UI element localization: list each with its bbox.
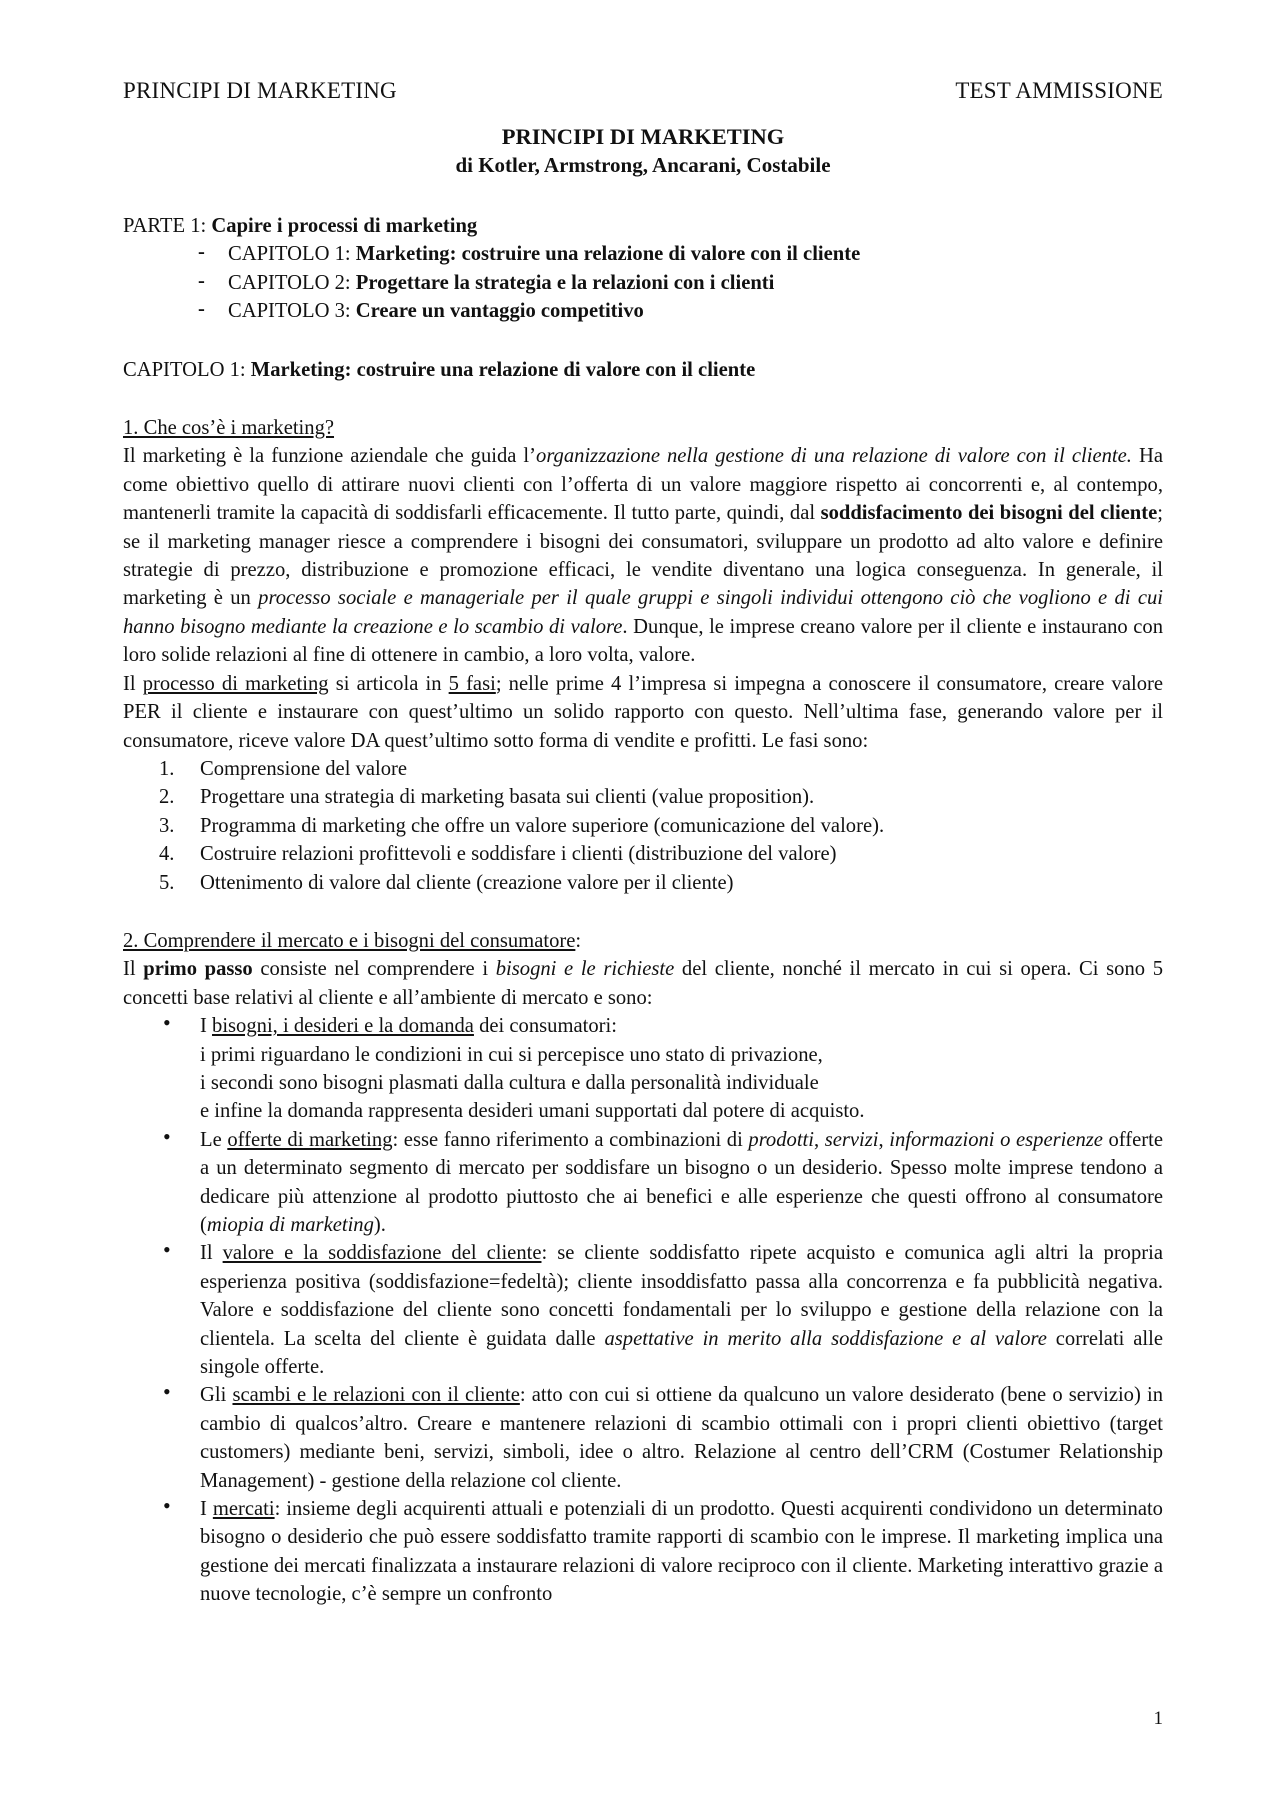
chapter-label: CAPITOLO 3: <box>228 300 356 323</box>
phase-text: Comprensione del valore <box>200 757 408 780</box>
chapter-item <box>123 240 1163 268</box>
dash-marker: - <box>198 298 205 321</box>
concept-item <box>123 1239 1163 1381</box>
text-run: si articola in <box>328 672 449 695</box>
list-number: 4. <box>159 843 175 866</box>
text-run: Il <box>200 1242 223 1265</box>
strong-text: soddisfacimento dei bisogni del cliente <box>820 502 1158 525</box>
text-run: I <box>200 1498 213 1521</box>
section-2-heading <box>123 927 1163 955</box>
emphasis-text: prodotti <box>748 1128 814 1151</box>
list-number: 5. <box>159 871 175 894</box>
concept-item <box>123 1381 1163 1495</box>
concept-item <box>123 1012 1163 1126</box>
running-header <box>123 78 1163 104</box>
text-run: : esse fanno riferimento a combinazioni di <box>392 1128 749 1151</box>
concept-line: i primi riguardano le condizioni in cui si percepisce uno stato di privazione, <box>200 1043 823 1066</box>
text-run: Ha come obiettivo quello di attirare nuovi clienti con l’offerta di un valore maggiore rispetto ai concorrenti e, al contempo, mantenerli tramite la capacità di soddisfarli efficacemente. Il tutto parte, quindi, dal <box>123 445 1163 525</box>
phase-text: Costruire relazioni profittevoli e soddisfare i clienti (distribuzione del valore) <box>200 843 837 866</box>
underlined-term: mercati <box>212 1498 275 1521</box>
phase-item <box>123 812 1163 840</box>
text-run: consiste nel comprendere i <box>252 958 496 981</box>
text-run: , <box>878 1128 890 1151</box>
phase-item <box>123 869 1163 897</box>
phase-item <box>123 755 1163 783</box>
emphasis-text: organizzazione nella gestione di una relazione di valore con il cliente. <box>536 445 1132 468</box>
emphasis-text: aspettative in merito alla soddisfazione e al valore <box>604 1327 1047 1350</box>
text-run: Le <box>200 1128 228 1151</box>
text-run: Il <box>123 958 144 981</box>
part-text: Capire i processi di marketing <box>211 215 478 237</box>
list-number: 1. <box>159 757 175 780</box>
concept-line: i secondi sono bisogni plasmati dalla cultura e dalla personalità individuale <box>200 1071 819 1094</box>
document-subtitle: di Kotler, Armstrong, Ancarani, Costabile <box>455 153 831 177</box>
bullet-icon: • <box>163 1010 171 1036</box>
text-run: : insieme degli acquirenti attuali e potenziali di un prodotto. Questi acquirenti condividono un determinato bisogno o desiderio che può essere soddisfatto tramite rapporti di scambio con le imprese. Il marketing implica una gestione dei mercati finalizzata a instaurare relazioni di valore reciproco con il cliente. Marketing interattivo grazie a nuove tecnologie, c’è sempre un confronto <box>200 1498 1163 1606</box>
emphasis-text: processo sociale e manageriale per il quale gruppi e singoli individui ottengono ciò che vogliono e di cui hanno bisogno mediante la creazione e lo scambio di valore <box>123 587 1163 638</box>
text-run: Il marketing è la funzione aziendale che guida l’ <box>123 445 537 468</box>
part-heading <box>123 212 1163 240</box>
phase-text: Programma di marketing che offre un valore superiore (comunicazione del valore). <box>200 814 885 837</box>
text-run: . Dunque, le imprese creano valore per il cliente e instaurano con loro solide relazioni al fine di ottenere in cambio, a loro volta, valore. <box>123 615 1163 667</box>
page-number: 1 <box>1153 1708 1163 1729</box>
text-run: del cliente, nonché il mercato in cui si opera. Ci sono 5 concetti base relativi al cliente e all’ambiente di mercato e sono: <box>123 958 1163 1009</box>
section-2-heading-text: 2. Comprendere il mercato e i bisogni del consumatore <box>123 929 576 952</box>
underlined-term: scambi e le relazioni con il cliente <box>232 1384 520 1407</box>
text-run: dei consumatori: <box>473 1015 617 1038</box>
text-run: ). <box>373 1214 386 1236</box>
header-right: TEST AMMISSIONE <box>955 78 1163 103</box>
emphasis-text: bisogni e le richieste <box>495 958 675 981</box>
part-label: PARTE 1: <box>123 215 212 237</box>
concept-list <box>123 1012 1163 1609</box>
chapter-list <box>123 240 1163 325</box>
section-1-paragraph-1 <box>123 442 1163 669</box>
text-run: ; se il marketing manager riesce a comprendere i bisogni dei consumatori, sviluppare un prodotto ad alto valore e definire strategie di prezzo, distribuzione e promozione efficaci, le vendite diventano una logica conseguenza. In generale, il marketing è un <box>123 502 1163 610</box>
underlined-term: offerte di marketing <box>227 1128 393 1151</box>
bullet-icon: • <box>163 1237 171 1263</box>
section-1-paragraph-2 <box>123 670 1163 755</box>
underlined-term: 5 fasi <box>448 672 496 695</box>
document-title: PRINCIPI DI MARKETING <box>501 124 785 149</box>
chapter-heading <box>123 356 1163 384</box>
dash-marker: - <box>198 269 205 292</box>
underlined-term: bisogni, i desideri e la domanda <box>212 1015 474 1038</box>
text-run: : se cliente soddisfatto ripete acquisto e comunica agli altri la propria esperienza positiva (soddisfazione=fedeltà); cliente insoddisfatto passa alla concorrenza e fa pubblicità negativa. Valore e soddisfazione del cliente sono concetti fondamentali per lo sviluppo e gestione della relazione con la clientela. La scelta del cliente è guidata dalle <box>200 1242 1163 1350</box>
page-content <box>123 122 1163 1609</box>
text-run: I <box>200 1015 213 1038</box>
text-run: correlati alle singole offerte. <box>200 1327 1163 1379</box>
chapter-text: Marketing: costruire una relazione di valore con il cliente <box>355 243 861 266</box>
phase-list <box>123 755 1163 897</box>
text-run: ; nelle prime 4 l’impresa si impegna a conoscere il consumatore, creare valore PER il cliente e instaurare con quest’ultimo un solido rapporto con questo. Nell’ultima fase, generando valore per il consumatore, riceve valore DA quest’ultimo sotto forma di vendite e profitti. Le fasi sono: <box>123 672 1163 752</box>
chapter-item <box>123 297 1163 325</box>
chapter-label: CAPITOLO 1: <box>228 243 356 266</box>
phase-text: Ottenimento di valore dal cliente (creazione valore per il cliente) <box>200 871 734 894</box>
strong-text: primo passo <box>143 958 253 981</box>
heading-colon: : <box>575 929 582 952</box>
text-run: offerte a un determinato segmento di mercato per soddisfare un bisogno o un desiderio. Spesso molte imprese tendono a dedicare più attenzione al prodotto piuttosto che ai benefici e alle esperienze che questi offrono al consumatore ( <box>200 1128 1163 1236</box>
chapter-text: Creare un vantaggio competitivo <box>355 300 644 323</box>
concept-line: e infine la domanda rappresenta desideri umani supportati dal potere di acquisto. <box>200 1100 865 1123</box>
chapter-label: CAPITOLO 2: <box>228 271 356 294</box>
phase-text: Progettare una strategia di marketing basata sui clienti (value proposition). <box>200 786 815 809</box>
underlined-term: processo di marketing <box>142 672 329 695</box>
concept-item <box>123 1123 1163 1240</box>
text-run: , <box>814 1128 825 1151</box>
chapter-heading-text: Marketing: costruire una relazione di valore con il cliente <box>250 358 756 381</box>
text-run: Gli <box>200 1384 233 1407</box>
text-run: Il <box>123 672 143 695</box>
emphasis-text: servizi <box>824 1128 879 1151</box>
concept-item <box>123 1495 1163 1609</box>
chapter-heading-label: CAPITOLO 1: <box>123 358 251 381</box>
emphasis-text: miopia di marketing <box>206 1214 374 1236</box>
text-run: : atto con cui si ottiene da qualcuno un valore desiderato (bene o servizio) in cambio di qualcos’altro. Creare e mantenere relazioni di scambio ottimali con i propri clienti obiettivo (target customers) mediante beni, servizi, simboli, idee o altro. Relazione al centro dell’CRM (Costumer Relationship Management) - gestione della relazione col cliente. <box>200 1384 1164 1492</box>
header-left: PRINCIPI DI MARKETING <box>123 78 397 103</box>
bullet-icon: • <box>163 1379 171 1405</box>
chapter-text: Progettare la strategia e la relazioni con i clienti <box>355 271 775 294</box>
dash-marker: - <box>198 241 205 264</box>
bullet-icon: • <box>163 1123 171 1149</box>
concept-line <box>200 1012 1163 1040</box>
list-number: 2. <box>159 786 175 809</box>
phase-item <box>123 840 1163 868</box>
bullet-icon: • <box>163 1493 171 1519</box>
underlined-term: valore e la soddisfazione del cliente <box>222 1242 542 1265</box>
phase-item <box>123 783 1163 811</box>
section-1-heading: 1. Che cos’è i marketing? <box>123 417 335 440</box>
emphasis-text: informazioni o esperienze <box>889 1128 1103 1151</box>
section-2-intro <box>123 955 1163 1012</box>
list-number: 3. <box>159 814 175 837</box>
chapter-item <box>123 269 1163 297</box>
